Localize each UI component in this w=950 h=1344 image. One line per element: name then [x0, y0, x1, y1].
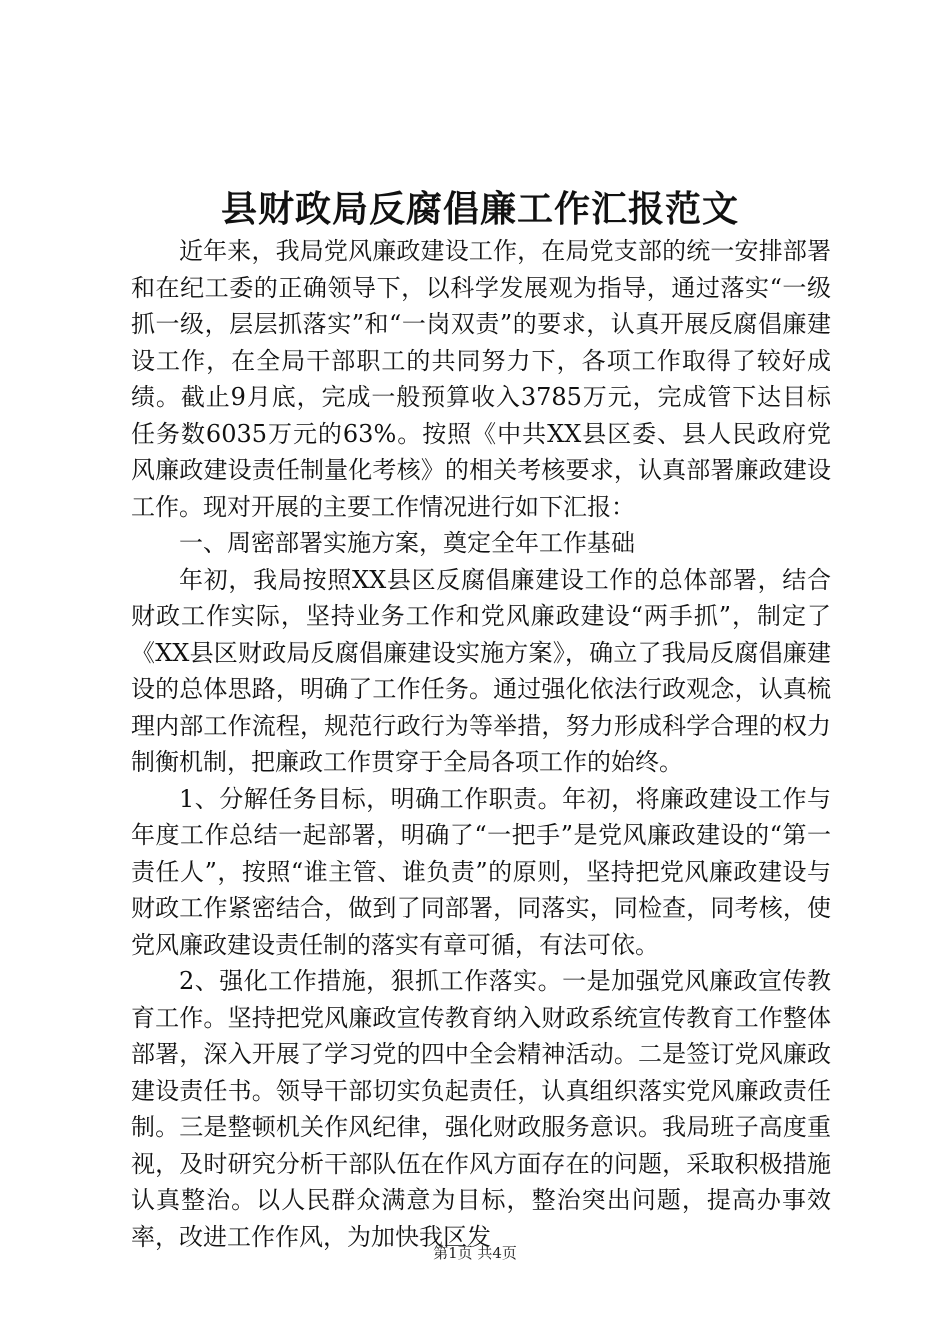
section-heading-1: 一、周密部署实施方案，奠定全年工作基础 — [179, 529, 635, 557]
document-title: 县财政局反腐倡廉工作汇报范文 — [220, 188, 739, 230]
paragraph-intro: 近年来，我局党风廉政建设工作，在局党支部的统一安排部署和在纪工委的正确领导下，以科学发展观为指导，通过落实“一级抓一级，层层抓落实”和“一岗双责”的要求，认真开展反腐倡廉建设工作，在全局干部职工的共同努力下，各项工作取得了较好成绩。截止9月底，完成一般预算收入3785万元，完成管下达目标任务数6035万元的63%。按照《中共XX县区委、县人民政府党风廉政建设责任制量化考核》的相关考核要求，认真部署廉政建设工作。现对开展的主要工作情况进行如下汇报： — [131, 237, 831, 521]
paragraph-item-1: 1、分解任务目标，明确工作职责。年初，将廉政建设工作与年度工作总结一起部署，明确了“一把手”是党风廉政建设的“第一责任人”，按照“谁主管、谁负责”的原则，坚持把党风廉政建设与财政工作紧密结合，做到了同部署，同落实，同检查，同考核，使党风廉政建设责任制的落实有章可循，有法可依。 — [131, 784, 831, 959]
page-number-footer: 第1页 共4页 — [433, 1244, 517, 1262]
document-body — [131, 233, 831, 1255]
paragraph-item-2: 2、强化工作措施，狠抓工作落实。一是加强党风廉政宣传教育工作。坚持把党风廉政宣传教育纳入财政系统宣传教育工作整体部署，深入开展了学习党的四中全会精神活动。二是签订党风廉政建设责任书。领导干部切实负起责任，认真组织落实党风廉政责任制。三是整顿机关作风纪律，强化财政服务意识。我局班子高度重视，及时研究分析干部队伍在作风方面存在的问题，采取积极措施认真整治。以人民群众满意为目标，整治突出问题，提高办事效率，改进工作作风，为加快我区发 — [131, 967, 831, 1251]
paragraph-section-1: 年初，我局按照XX县区反腐倡廉建设工作的总体部署，结合财政工作实际，坚持业务工作和党风廉政建设“两手抓”，制定了《XX县区财政局反腐倡廉建设实施方案》，确立了我局反腐倡廉建设的总体思路，明确了工作任务。通过强化依法行政观念，认真梳理内部工作流程，规范行政行为等举措，努力形成科学合理的权力制衡机制，把廉政工作贯穿于全局各项工作的始终。 — [131, 565, 831, 776]
